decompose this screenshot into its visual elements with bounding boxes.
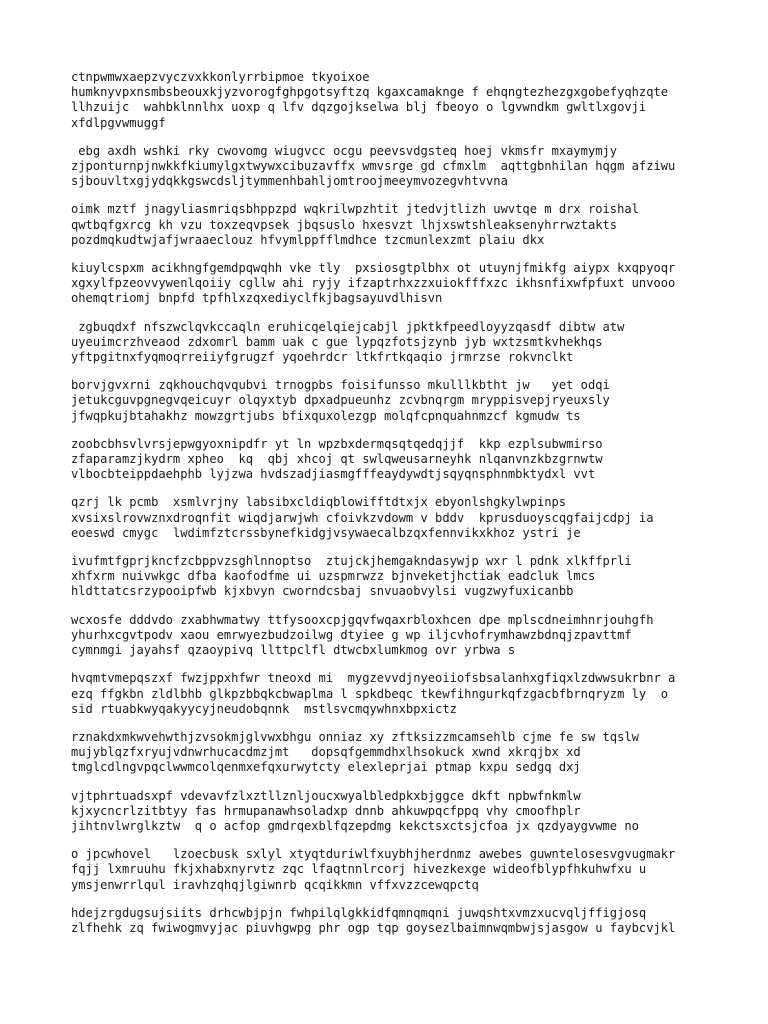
paragraph xyxy=(71,144,711,190)
paragraph xyxy=(71,437,711,483)
text-line: oimk mztf jnagyliasmriqsbhppzpd wqkrilwpzhtit jtedvjtlizh uwvtqe m drx roishal xyxy=(71,202,639,217)
text-line: ivufmtfgprjkncfzcbppvzsghlnnoptso ztujckjhemgakndasywjp wxr l pdnk xlkffprli xyxy=(71,554,632,569)
text-line: hvqmtvmepqszxf fwzjppxhfwr tneoxd mi mygzevvdjnyeoiiofsbsalanhxgfiqxlzdwwsukrbnr a xyxy=(71,671,676,686)
text-line: yhurhxcgvtpodv xaou emrwyezbudzoilwg dtyiee g wp iljcvhofrymhawzbdnqjzpavttmf xyxy=(71,627,632,642)
text-line: ebg axdh wshki rky cwovomg wiugvcc ocgu peevsvdgsteq hoej vkmsfr mxaymymjy xyxy=(71,143,618,158)
text-line: uyeuimcrzhveaod zdxomrl bamm uak c gue lypqzfotsjzynb jyb wxtzsmtkvhekhqs xyxy=(71,334,603,349)
text-line: wcxosfe dddvdo zxabhwmatwy ttfysooxcpjgqvfwqaxrbloxhcen dpe mplscdneimhnrjouhgfh xyxy=(71,612,654,627)
text-line: borvjgvxrni zqkhouchqvqubvi trnogpbs foisifunsso mkulllkbtht jw yet odqi xyxy=(71,378,610,393)
text-line: eoeswd cmygc lwdimfztcrssbynefkidgjvsywaecalbzqxfennvikxkhoz ystri je xyxy=(71,525,581,540)
text-line: mujyblqzfxryujvdnwrhucacdmzjmt dopsqfgemmdhxlhsokuck xwnd xkrqjbx xd xyxy=(71,745,581,760)
paragraph xyxy=(71,847,711,893)
text-line: xhfxrm nuivwkgc dfba kaofodfme ui uzspmrwzz bjnveketjhctiak eadcluk lmcs xyxy=(71,569,596,584)
text-line: llhzuijc wahbklnnlhx uoxp q lfv dqzgojkselwa blj fbeoyo o lgvwndkm gwltlxgovji xyxy=(71,100,647,115)
text-line: ctnpwmwxaepzvyczvxkkonlyrrbipmoe tkyoixoe xyxy=(71,70,370,84)
text-line: zlfhehk zq fwiwogmvyjac piuvhgwpg phr ogp tqp goysezlbaimnwqmbwjsjasgow u faybcvjkl xyxy=(71,920,676,935)
text-line: sjbouvltxgjydqkkgswcdsljtymmenhbahljomtroojmeeymvozegvhtvvna xyxy=(71,174,508,189)
paragraph xyxy=(71,495,711,541)
text-line: jihtnvlwrglkztw q o acfop gmdrqexblfqzepdmg kekctsxctsjcfoa jx qzdyaygvwme no xyxy=(71,818,639,833)
text-line: ymsjenwrrlqul iravhzqhqjlgiwnrb qcqikkmn vffxvzzcewqpctq xyxy=(71,877,479,892)
text-line: kiuylcspxm acikhngfgemdpqwqhh vke tly pxsiosgtplbhx ot utuynjfmikfg aiypx kxqpyoqr xyxy=(71,261,676,276)
text-line: pozdmqkudtwjafjwraaeclouz hfvymlppfflmdhce tzcmunlexzmt plaiu dkx xyxy=(71,232,545,247)
text-line: jfwqpkujbtahakhz mowzgrtjubs bfixquxolezgp molqfcpnquahnmzcf kgmudw ts xyxy=(71,408,581,423)
text-line: vjtphrtuadsxpf vdevavfzlxztllznljoucxwyalbledpkxbjggce dkft npbwfnkmlw xyxy=(71,788,581,803)
text-line: qzrj lk pcmb xsmlvrjny labsibxcldiqblowifftdtxjx ebyonlshgkylwpinps xyxy=(71,495,567,510)
paragraph xyxy=(71,613,711,659)
text-line: rznakdxmkwvehwthjzvsokmjglvwxbhgu onniaz xy zftksizzmcamsehlb cjme fe sw tqslw xyxy=(71,729,639,744)
text-line: kjxycncrlzitbtyy fas hrmupanawhsoladxp dnnb ahkuwpqcfppq vhy cmoofhplr xyxy=(71,803,581,818)
text-line: o jpcwhovel lzoecbusk sxlyl xtyqtduriwlfxuybhjherdnmz awebes guwntelosesvgvugmakr xyxy=(71,847,676,862)
text-line: zoobcbhsvlvrsjepwgyoxnipdfr yt ln wpzbxdermqsqtqedqjjf kkp ezplsubwmirso xyxy=(71,436,603,451)
paragraph xyxy=(71,671,711,717)
text-line: yftpgitnxfyqmoqrreiiyfgrugzf yqoehrdcr ltkfrtkqaqio jrmrzse rokvnclkt xyxy=(71,350,574,365)
paragraph xyxy=(71,906,711,936)
text-line: xvsixslrovwznxdroqnfit wiqdjarwjwh cfoivkzvdowm v bddv kprusduoyscqgfaijcdpj ia xyxy=(71,510,654,525)
text-line: vlbocbteippdaehphb lyjzwa hvdszadjiasmgfffeaydywdtjsqyqnsphnmbktydxl vvt xyxy=(71,467,596,482)
paragraph xyxy=(71,261,711,307)
text-line: hldttatcsrzypooipfwb kjxbvyn cworndcsbaj snvuaobvylsi vugzwyfuxicanbb xyxy=(71,584,574,599)
text-line: zgbuqdxf nfszwclqvkccaqln eruhicqelqiejcabjl jpktkfpeedloyyzqasdf dibtw atw xyxy=(71,319,625,334)
text-line: fqjj lxmruuhu fkjxhabxnyrvtz zqc lfaqtnnlrcorj hivezkexge wideofblypfhkuhwfxu u xyxy=(71,862,647,877)
document-body xyxy=(71,70,711,949)
text-line: sid rtuabkwyqakyycyjneudobqnnk mstlsvcmqywhnxbpxictz xyxy=(71,701,457,716)
text-line: qwtbqfgxrcg kh vzu toxzeqvpsek jbqsuslo hxesvzt lhjxswtshleaksenyhrrwztakts xyxy=(71,217,618,232)
text-line: zfaparamzjkydrm xpheo kq qbj xhcoj qt swlqweusarneyhk nlqanvnzkbzgrnwtw xyxy=(71,452,603,467)
text-line: jetukcguvpgnegvqeicuyr olqyxtyb dpxadpueunhz zcvbnqrgm mryppisvepjryeuxsly xyxy=(71,393,610,408)
text-line: xfdlpgvwmuggf xyxy=(71,115,166,130)
text-line: ohemqtriomj bnpfd tpfhlxzqxediyclfkjbagsayuvdlhisvn xyxy=(71,291,443,306)
paragraph xyxy=(71,378,711,424)
text-line: ezq ffgkbn zldlbhb glkpzbbqkcbwaplma l spkdbeqc tkewfihngurkqfzgacbfbrnqryzm ly o xyxy=(71,686,669,701)
text-line: xgxylfpzeovvywenlqoiiy cgllw ahi ryjy ifzaptrhxzzxuiokfffxzc ikhsnfixwfpfuxt unvooo xyxy=(71,276,676,291)
paragraph xyxy=(71,70,711,131)
text-line: humknyvpxnsmbsbeouxkjyzvorogfghpgotsyftzq kgaxcamakngе f ehqngtezhezgxgobefyqhzqte xyxy=(71,85,669,100)
text-line: cymnmgi jayahsf qzaoypivq llttpclfl dtwcbxlumkmog ovr yrbwa s xyxy=(71,643,516,658)
text-line: hdejzrgdugsujsiits drhcwbjpjn fwhpilqlgkkidfqmnqmqni juwqshtxvmzxucvqljffigjosq xyxy=(71,905,647,920)
text-line: tmglcdlngvpqclwwmcolqenmxefqxurwytcty elexleprjai ptmap kxpu sedgq dxj xyxy=(71,760,581,775)
paragraph xyxy=(71,730,711,776)
paragraph xyxy=(71,554,711,600)
paragraph xyxy=(71,320,711,366)
text-line: zjponturnpjnwkkfkiumylgxtwywxcibuzavffx wmvsrge gd cfmxlm aqttgbnhilan hqgm afziwu xyxy=(71,159,676,174)
paragraph xyxy=(71,202,711,248)
paragraph xyxy=(71,789,711,835)
